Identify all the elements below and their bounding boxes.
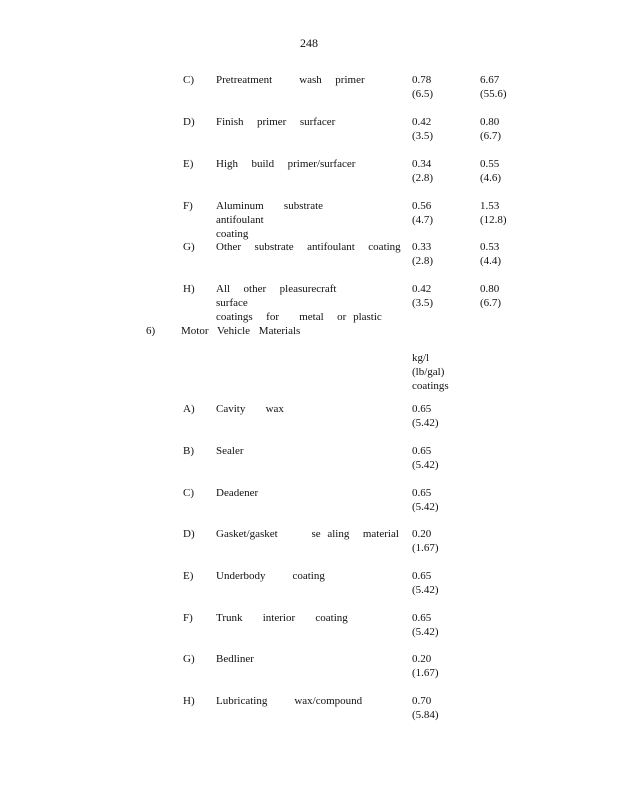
item-description: Finish primer surfacer [216,116,336,128]
item-letter: A) [183,403,195,415]
item-value-1: 0.20 (1.67) [412,528,439,554]
item-description: Underbody coating [216,570,325,582]
item-letter: E) [183,158,194,170]
item-value-1: 0.56 (4.7) [412,200,434,226]
item-description: Cavity wax [216,403,284,415]
item-letter: C) [183,487,194,499]
item-value-1: 0.78 (6.5) [412,74,434,100]
item-value-2: 1.53 (12.8) [480,200,507,226]
item-letter: D) [183,528,195,540]
item-value-2: 6.67 (55.6) [480,74,507,100]
item-letter: E) [183,570,194,582]
item-description: Gasket/gasket se aling material [216,528,399,540]
item-description: Aluminum substrate antifoulant coating [216,200,324,240]
item-value-1: 0.65 (5.42) [412,570,439,596]
item-value-1: 0.42 (3.5) [412,116,434,142]
item-description: Pretreatment wash primer [216,74,365,86]
item-letter: G) [183,241,195,253]
item-letter: D) [183,116,195,128]
item-value-1: 0.70 (5.84) [412,695,439,721]
item-value-1: 0.33 (2.8) [412,241,434,267]
item-value-1: 0.65 (5.42) [412,445,439,471]
item-value-1: 0.65 (5.42) [412,403,439,429]
item-description: Lubricating wax/compound [216,695,363,707]
item-description: Deadener [216,487,259,499]
item-letter: G) [183,653,195,665]
item-value-1: 0.65 (5.42) [412,612,439,638]
section-title: Motor Vehicle Materials [181,325,301,337]
item-letter: H) [183,283,195,295]
item-value-2: 0.80 (6.7) [480,116,502,142]
item-description: All other pleasurecraft surface coatings for metal or plastic [216,283,382,323]
item-value-2: 0.53 (4.4) [480,241,502,267]
item-description: Trunk interior coating [216,612,348,624]
page-number: 248 [300,36,318,50]
item-letter: F) [183,612,193,624]
units-header: kg/l (lb/gal) coatings [412,352,449,392]
item-value-1: 0.20 (1.67) [412,653,439,679]
item-description: Bedliner [216,653,254,665]
item-letter: C) [183,74,194,86]
item-letter: F) [183,200,193,212]
item-value-1: 0.42 (3.5) [412,283,434,309]
item-value-1: 0.65 (5.42) [412,487,439,513]
item-description: Sealer [216,445,244,457]
section-number: 6) [146,325,156,337]
item-value-2: 0.80 (6.7) [480,283,502,309]
item-letter: H) [183,695,195,707]
item-letter: B) [183,445,194,457]
item-description: High build primer/surfacer [216,158,356,170]
item-description: Other substrate antifoulant coating [216,241,401,253]
item-value-1: 0.34 (2.8) [412,158,434,184]
item-value-2: 0.55 (4.6) [480,158,502,184]
